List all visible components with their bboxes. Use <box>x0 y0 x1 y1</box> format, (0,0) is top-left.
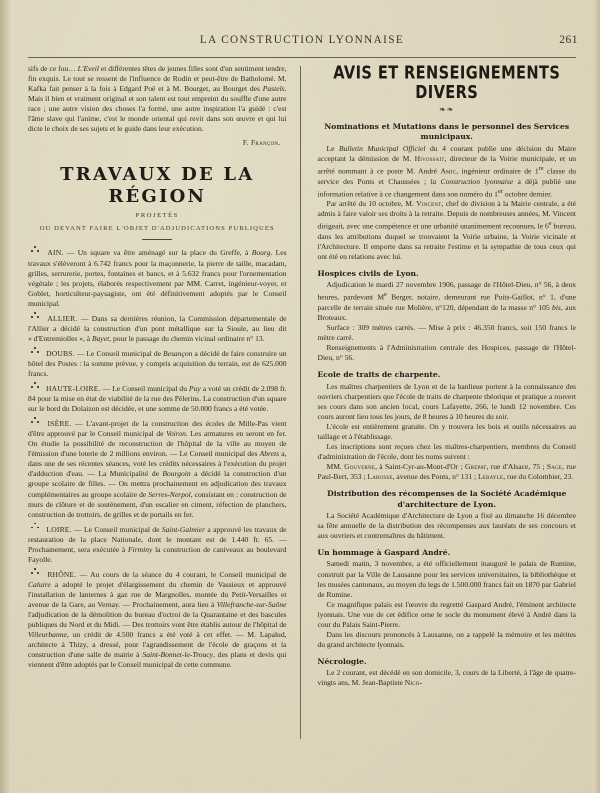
region-entry <box>28 313 287 344</box>
section-heading: Hospices civils de Lyon. <box>317 268 419 278</box>
header-divider-rule <box>28 57 576 58</box>
section-paragraph: L'école est entièrement gratuite. On y trouvera les bois et outils nécessaires au taillage et à l'établissage. <box>317 421 576 441</box>
region-entry <box>28 348 287 379</box>
article-signature: F. Françon. <box>242 138 281 148</box>
entry-text: — Le Conseil municipal du Puy a voté un crédit de 2.098 fr. 84 pour la mise en état de viabilité de la rue des Pèlerins. La construction d'un square sur le bord du Dolaizon est décidée, et une somme de 50.000 francs a été votée. <box>28 384 287 414</box>
asterism-icon <box>28 247 43 255</box>
section-paragraph: Par arrêté du 10 octobre, M. Vincent, chef de division à la Mairie centrale, a été admis à faire valoir ses droits à la retraite. Depuis de nombreuses années, M. Vincent dirigeait, avec une compétence et une urbanité unanimement reconnues, le 6e bureau, dans les attributions duquel se trouvaient la Voirie urbaine, la Voirie vicinale et l'Architecture. Il emporte dans sa retraite l'estime et la sympathie de tous ceux qui ont été en relations avec lui. <box>317 199 576 261</box>
section-heading: Ecole de traits de charpente. <box>317 370 441 380</box>
asterism-icon <box>28 524 43 532</box>
entry-text: — L'avant-projet de la construction des écoles de Mille-Pas vient d'être approuvé par le Conseil municipal de Voiron. Les armatures en seront en fer. On étudie la possibilité de reconstruction de l'hôpital de la ville au moyen de l'émission d'une loterie de 2 millions environ. — Le Conseil municipal des Abrets a, dans une de ses récentes séances, voté les crédits nécessaires à l'exécution du projet d'adduction d'eau. — La Municipalité de Bourgoin a décidé la construction d'un groupe scolaire de filles. — On mettra prochainement en adjudication des travaux complémentaires au groupe scolaire de Serres-Nerpol, consistant en : construction de murs de clôture et de soutènement, d'un escalier en ciment, réfection de planchers, construction de trottoirs, de grilles et de portails en fer. <box>28 419 287 519</box>
running-head <box>26 34 578 52</box>
travaux-title: TRAVAUX DE LA RÉGION <box>60 164 255 208</box>
right-column <box>301 64 577 775</box>
department-name: DOUBS. <box>46 348 75 358</box>
travaux-masthead <box>28 164 287 240</box>
section-paragraph: Ce magnifique palais est l'œuvre du regretté Gaspard André, l'éminent architecte lyonnais. Une vue de cet édifice orne le socle du monument élevé à André dans la cour du Palais Saint-Pierre. <box>317 599 576 629</box>
section-paragraph: Les inscriptions sont reçues chez les maîtres-charpentiers, membres du Conseil d'administration de l'école, dont les noms suivent : <box>317 441 576 461</box>
section-paragraph: MM. Gouverne, à Saint-Cyr-au-Mont-d'Or ; Grepat, rue d'Alsace, 75 ; Sage, rue Paul-Bert, 353 ; Larosse, avenue des Ponts, n° 131 ; Lebayle, rue du Colombier, 23. <box>317 462 576 482</box>
region-entry <box>28 418 287 519</box>
section-heading: Nécrologie. <box>317 656 367 666</box>
region-entry <box>28 383 287 414</box>
avis-masthead <box>318 64 577 115</box>
entry-text: — Le Conseil municipal de Besançon a décidé de faire construire un hôtel des Postes : la somme prévue, y compris acquisition du terrain, est de 625.000 francs. <box>28 348 287 378</box>
intro-paragraph: sifs de ce fou… L'Eveil et différentes têtes de jeunes filles sont d'un sentiment tendre, fin exquis. Le tout se ressent de l'influence de Rodin et peut-être de Batholomé. M. Kafka fait penser à la fois à Edgard Poë et à M. Bourget, au Bourget des Pastels. Mais il bien et vraiment original et son talent est tout empreint du souffle d'une autre race ; une autre vision des choses l'a formé, une autre inspiration l'a guidé : c'est l'âme slave qui l'anime, c'est le monde oriental qui revit dans son œuvre et qui lui dicte le choix de ses sujets et le guide dans leur exécution. <box>28 64 287 134</box>
page-number: 261 <box>559 34 578 46</box>
department-name: LOIRE. <box>46 524 72 534</box>
page-edge-left <box>0 0 11 793</box>
left-column <box>28 64 300 775</box>
region-entry <box>28 524 287 565</box>
section-paragraph: Renseignements à l'Administration centrale des Hospices, passage de l'Hôtel-Dieu, n° 56. <box>317 343 576 363</box>
page-edge-right <box>592 0 600 793</box>
section-paragraph: Les maîtres charpentiers de Lyon et de la banlieue portent à la connaissance des ouvriers charpentiers que l'école de traits de charpente théorique et pratique a rouvert ses cours dans son ancien local, cours Lafayette, 266, le lundi 12 novembre. Ces cours auront lieu tous les jours, de 8 heures à 10 heures du soir. <box>317 381 576 421</box>
section-heading: Un hommage à Gaspard André. <box>317 548 451 558</box>
journal-title: LA CONSTRUCTION LYONNAISE <box>199 34 405 46</box>
section-paragraph: Surface : 309 mètres carrés. — Mise à prix : 46.350 francs, soit 150 francs le mètre carré. <box>317 323 576 343</box>
two-column-body <box>28 64 576 775</box>
department-name: ISÈRE. <box>47 419 72 429</box>
ornament-icon: ❧❧ <box>439 105 455 114</box>
section-paragraph: Adjudication le mardi 27 novembre 1906, passage de l'Hôtel-Dieu, n° 56, à deux heures, pardevant Me Berger, notaire, demeurant rue Puits-Gaillot, n° 1, d'une parcelle de terrain située rue Molière, n°120, dépendant de la masse n° 105 bis, aux Broteaux. <box>317 280 577 322</box>
asterism-icon <box>28 313 43 321</box>
entry-text: — Dans sa dernières réunion, la Commission départementale de l'Allier a décidé la construction d'un pont métallique sur la Sioule, au lieu dit « d'Entremiolles », à Bayet, pour le passage du chemin vicinal ordinaire n° 13. <box>28 313 287 343</box>
section-paragraph: Le 2 courant, est décédé en son domicile, 3, cours de la Liberté, à l'âge de quatre-vingts ans, M. Jean-Baptiste Nico- <box>317 668 576 688</box>
asterism-icon <box>28 418 43 426</box>
department-name: ALLIER. <box>47 313 78 323</box>
section-heading: Distribution des récompenses de la Société Académique d'architecture de Lyon. <box>327 489 567 509</box>
region-entry <box>28 247 287 308</box>
masthead-divider <box>142 239 172 240</box>
entry-text: — Un square va être aménagé sur la place du Greffe, à Bourg. Les travaux s'élèveront à 6.742 francs pour la maçonnerie, la pierre de taille, macadam, grilles, serrurerie, portes, fontaines et bancs, et à 5.632 francs pour l'ornementation végétale ; les projets, élaborés respectivement par MM. Carret, ingénieur-voyer, et Goblet, horticulteur-paysagiste, ont été définitivement adoptés par le Conseil municipal. <box>28 248 287 308</box>
avis-title: AVIS ET RENSEIGNEMENTS DIVERS <box>333 62 561 104</box>
department-name: AIN. <box>47 248 64 258</box>
section-paragraph: La Société Académique d'Architecture de Lyon a fixé au dimanche 16 décembre sa fête annuelle de la distribution des récompenses aux lauréats de ses concours et aux ouvriers et contremaîtres du bâtiment. <box>317 510 576 540</box>
region-entry <box>28 569 287 670</box>
entry-text: — Le Conseil municipal de Saint-Galmier a approuvé les travaux de restauration de la place Nationale, dont le montant est de 1.440 fr. 65. — Prochainement, sera exécutée à Firminy la construction de caniveaux au boulevard Fayolle. <box>28 524 287 564</box>
department-name: HAUTE-LOIRE. <box>46 384 101 394</box>
travaux-subtitle-1: PROJETÉS <box>135 212 179 220</box>
entry-text: — Au cours de la séance du 4 courant, le Conseil municipal de Caluire a adopté le projet d'élargissement du chemin de Vassieux et approuvé l'installation de lanternes à gaz rue de Margnolles, montée du Petit-Versailles et avenue de la Gare, au Vernay. — Prochainement, aura lieu à Villefranche-sur-Saône l'adjudication de la démolition du bureau d'octroi de la Quarantaine et des bascules publiques du Nord et du Midi. — Des trottoirs vont être établis autour de l'hôpital de Villeurbanne, un crédit de 4.500 francs a été voté à cet effet. — M. Lapalud, architecte à Thizy, a dressé, pour l'agrandissement de l'école de graçons et la construction d'une salle de mairie à Saint-Bonnet-le-Troucy, des plans et devis qui viennent d'être adoptés par le Conseil municipal de cette commune. <box>28 569 287 670</box>
section-paragraph: Dans les discours prononcés à Lausanne, on a rappelé la mémoire et les mérites du grand architecte lyonnais. <box>317 629 576 649</box>
section-heading: Nominations et Mutations dans le personnel des Services municipaux. <box>324 122 570 142</box>
asterism-icon <box>28 383 43 391</box>
department-name: RHÔNE. <box>47 569 77 579</box>
asterism-icon <box>28 348 43 356</box>
section-paragraph: Samedi matin, 3 novembre, a été officiellement inauguré le palais de Rumine, construit par la Ville de Lausanne pour les services universitaires, la bibliothèque et les musées cantonaux, au moyen du legs de 1.500.000 francs fait en 1870 par Gabriel de Rumine. <box>317 559 576 599</box>
section-paragraph: Le Bulletin Municipal Officiel du 4 courant publie une décision du Maire acceptant la démission de M. Hivossait, directeur de la Voirie municipale, et un arrêté nommant à ce poste M. André Amic, ingénieur ordinaire de 1re classe du service des Ponts et Chaussées ; la Construction lyonnaise a déjà publié une information relative à ce changement dans son numéro du 1er octobre dernier. <box>317 143 577 199</box>
travaux-subtitle-2: OU DEVANT FAIRE L'OBJET D'ADJUDICATIONS PUBLIQUES <box>39 225 275 233</box>
asterism-icon <box>28 569 43 577</box>
